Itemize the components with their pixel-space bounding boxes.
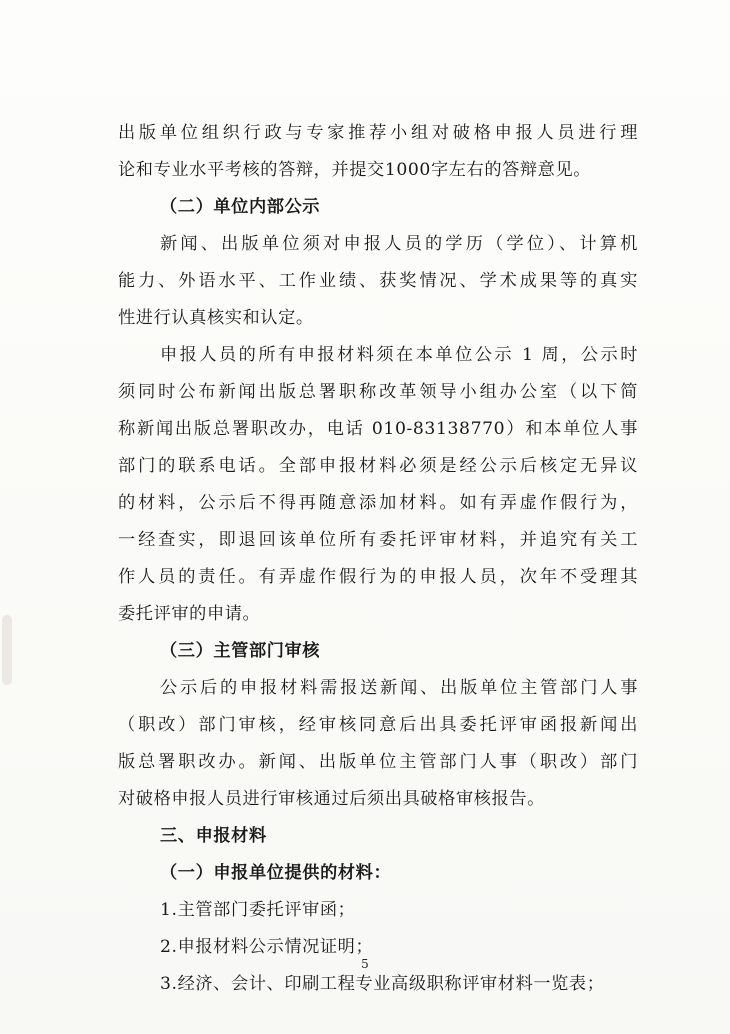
- document-body: [118, 115, 638, 1003]
- body-line: 一经查实，即退回该单位所有委托评审材料，并追究有关工: [118, 530, 638, 550]
- list-item: 1.主管部门委托评审函；: [160, 900, 356, 920]
- body-line: （职改）部门审核，经审核同意后出具委托评审函报新闻出: [118, 715, 638, 735]
- body-line: 称新闻出版总署职改办，电话 010-83138770）和本单位人事: [118, 419, 638, 439]
- section-heading: （一）申报单位提供的材料：: [160, 863, 392, 883]
- section-heading: （二）单位内部公示: [160, 197, 321, 217]
- section-heading: （三）主管部门审核: [160, 641, 321, 661]
- binding-hole-shadow: [2, 615, 12, 685]
- body-line: 能力、外语水平、工作业绩、获奖情况、学术成果等的真实: [118, 271, 638, 291]
- body-line: 新闻、出版单位须对申报人员的学历（学位）、计算机: [160, 234, 638, 254]
- body-line: 申报人员的所有申报材料须在本单位公示 1 周，公示时: [160, 345, 638, 365]
- body-line: 论和专业水平考核的答辩，并提交1000字左右的答辩意见。: [118, 160, 592, 180]
- body-line: 版总署职改办。新闻、出版单位主管部门人事（职改）部门: [118, 752, 638, 772]
- body-line: 委托评审的申请。: [118, 604, 261, 624]
- body-line: 须同时公布新闻出版总署职称改革领导小组办公室（以下简: [118, 382, 638, 402]
- body-line: 公示后的申报材料需报送新闻、出版单位主管部门人事: [160, 678, 638, 698]
- body-line: 性进行认真核实和认定。: [118, 308, 314, 328]
- chapter-heading: 三、申报材料: [160, 826, 267, 846]
- body-line: 出版单位组织行政与专家推荐小组对破格申报人员进行理: [118, 123, 638, 143]
- body-line: 作人员的责任。有弄虚作假行为的申报人员，次年不受理其: [118, 567, 638, 587]
- body-line: 的材料，公示后不得再随意添加材料。如有弄虚作假行为，: [118, 493, 638, 513]
- list-item: 3.经济、会计、印刷工程专业高级职称评审材料一览表；: [160, 974, 605, 994]
- list-item: 2.申报材料公示情况证明；: [160, 937, 374, 957]
- page-number: 5: [361, 957, 369, 971]
- body-line: 对破格申报人员进行审核通过后须出具破格审核报告。: [118, 789, 545, 809]
- body-line: 部门的联系电话。全部申报材料必须是经公示后核定无异议: [118, 456, 638, 476]
